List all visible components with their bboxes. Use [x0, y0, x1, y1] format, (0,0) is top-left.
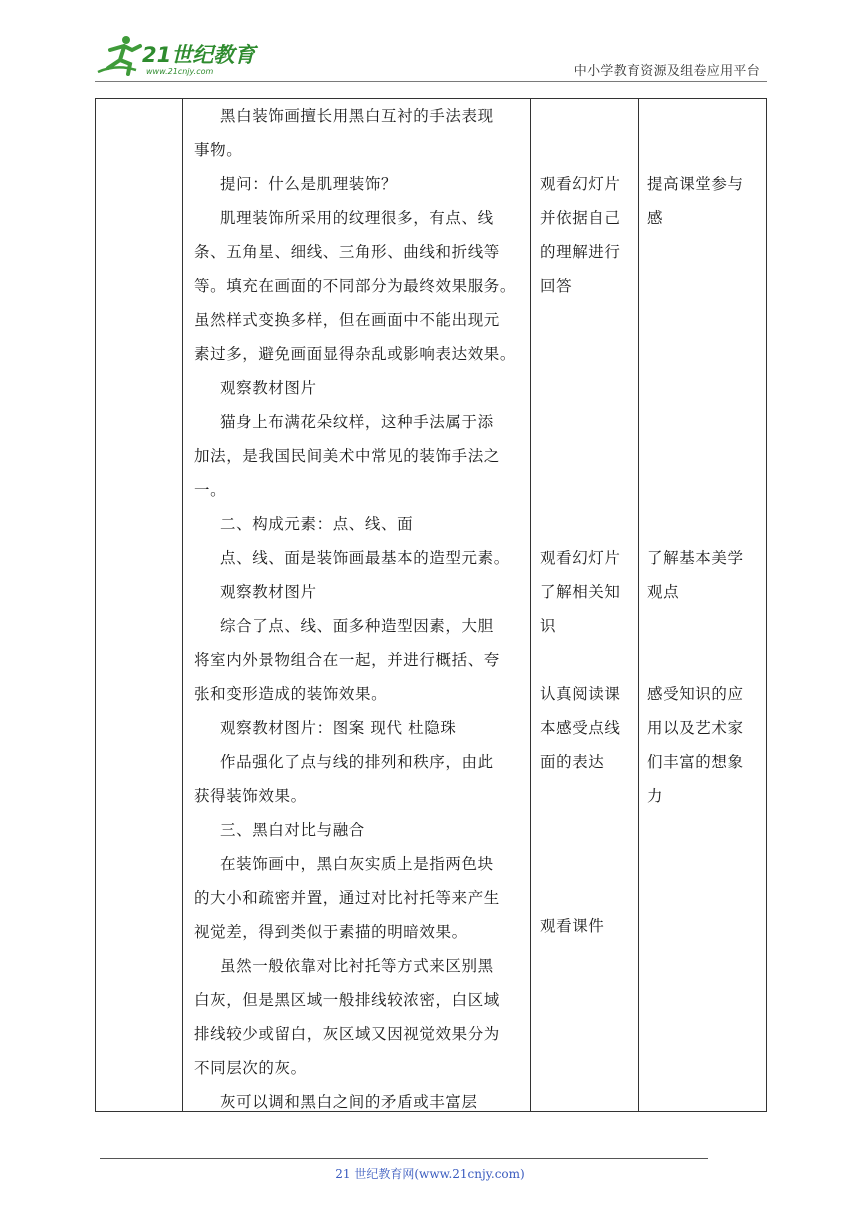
content-line: 等。填充在画面的不同部分为最终效果服务。 — [194, 277, 517, 295]
content-line: 条、五角星、细线、三角形、曲线和折线等 — [194, 243, 500, 261]
content-line: 加法，是我国民间美术中常见的装饰手法之 — [194, 447, 500, 465]
content-line: 一。 — [194, 481, 227, 499]
student-activity: 观看幻灯片 了解相关知 识 — [540, 549, 621, 635]
design-intent: 了解基本美学 观点 — [647, 549, 744, 601]
platform-title: 中小学教育资源及组卷应用平台 — [573, 64, 760, 79]
content-line: 不同层次的灰。 — [194, 1059, 307, 1077]
header-divider — [95, 81, 767, 82]
section-heading: 二、构成元素：点、线、面 — [220, 515, 414, 533]
design-intent: 提高课堂参与 感 — [647, 175, 744, 227]
content-line: 将室内外景物组合在一起，并进行概括、夸 — [194, 651, 500, 669]
content-line: 虽然样式变换多样，但在画面中不能出现元 — [194, 311, 500, 329]
content-line: 猫身上布满花朵纹样，这种手法属于添 — [220, 413, 494, 431]
content-line: 肌理装饰所采用的纹理很多，有点、线 — [220, 209, 494, 227]
site-logo — [96, 34, 266, 78]
footer-divider — [100, 1158, 708, 1159]
content-line: 获得装饰效果。 — [194, 787, 307, 805]
content-line: 点、线、面是装饰画最基本的造型元素。 — [220, 549, 510, 567]
content-line: 观察教材图片 — [220, 379, 317, 397]
student-activity: 观看幻灯片 并依据自己 的理解进行 回答 — [540, 175, 621, 295]
content-line: 观察教材图片 — [220, 583, 317, 601]
content-line: 黑白装饰画擅长用黑白互衬的手法表现 — [220, 107, 494, 125]
content-line: 的大小和疏密并置，通过对比衬托等来产生 — [194, 889, 500, 907]
footer-text: 21 世纪教育网(www.21cnjy.com) — [335, 1167, 525, 1181]
content-line: 观察教材图片：图案 现代 杜隐珠 — [220, 719, 457, 737]
content-line: 排线较少或留白，灰区域又因视觉效果分为 — [194, 1025, 500, 1043]
content-line: 素过多，避免画面显得杂乱或影响表达效果。 — [194, 345, 517, 363]
lesson-table — [95, 98, 767, 1112]
design-intent: 感受知识的应 用以及艺术家 们丰富的想象 力 — [647, 685, 744, 805]
content-line: 作品强化了点与线的排列和秩序，由此 — [220, 753, 494, 771]
content-line: 张和变形造成的装饰效果。 — [194, 685, 388, 703]
content-line: 灰可以调和黑白之间的矛盾或丰富层 — [220, 1093, 478, 1111]
content-line: 视觉差，得到类似于素描的明暗效果。 — [194, 923, 468, 941]
section-heading: 三、黑白对比与融合 — [220, 821, 365, 839]
content-line: 虽然一般依靠对比衬托等方式来区别黑 — [220, 957, 494, 975]
content-line: 事物。 — [194, 141, 243, 159]
column-divider — [638, 99, 639, 1111]
column-divider — [182, 99, 183, 1111]
svg-text:www.21cnjy.com: www.21cnjy.com — [146, 67, 214, 76]
svg-text:21世纪教育: 21世纪教育 — [142, 43, 256, 67]
content-line: 综合了点、线、面多种造型因素，大胆 — [220, 617, 494, 635]
student-activity: 观看课件 — [540, 917, 605, 935]
content-line: 在装饰画中，黑白灰实质上是指两色块 — [220, 855, 494, 873]
content-line: 白灰，但是黑区域一般排线较浓密，白区域 — [194, 991, 500, 1009]
runner-icon — [98, 36, 140, 74]
student-activity: 认真阅读课 本感受点线 面的表达 — [540, 685, 621, 771]
content-line: 提问：什么是肌理装饰？ — [220, 175, 398, 193]
